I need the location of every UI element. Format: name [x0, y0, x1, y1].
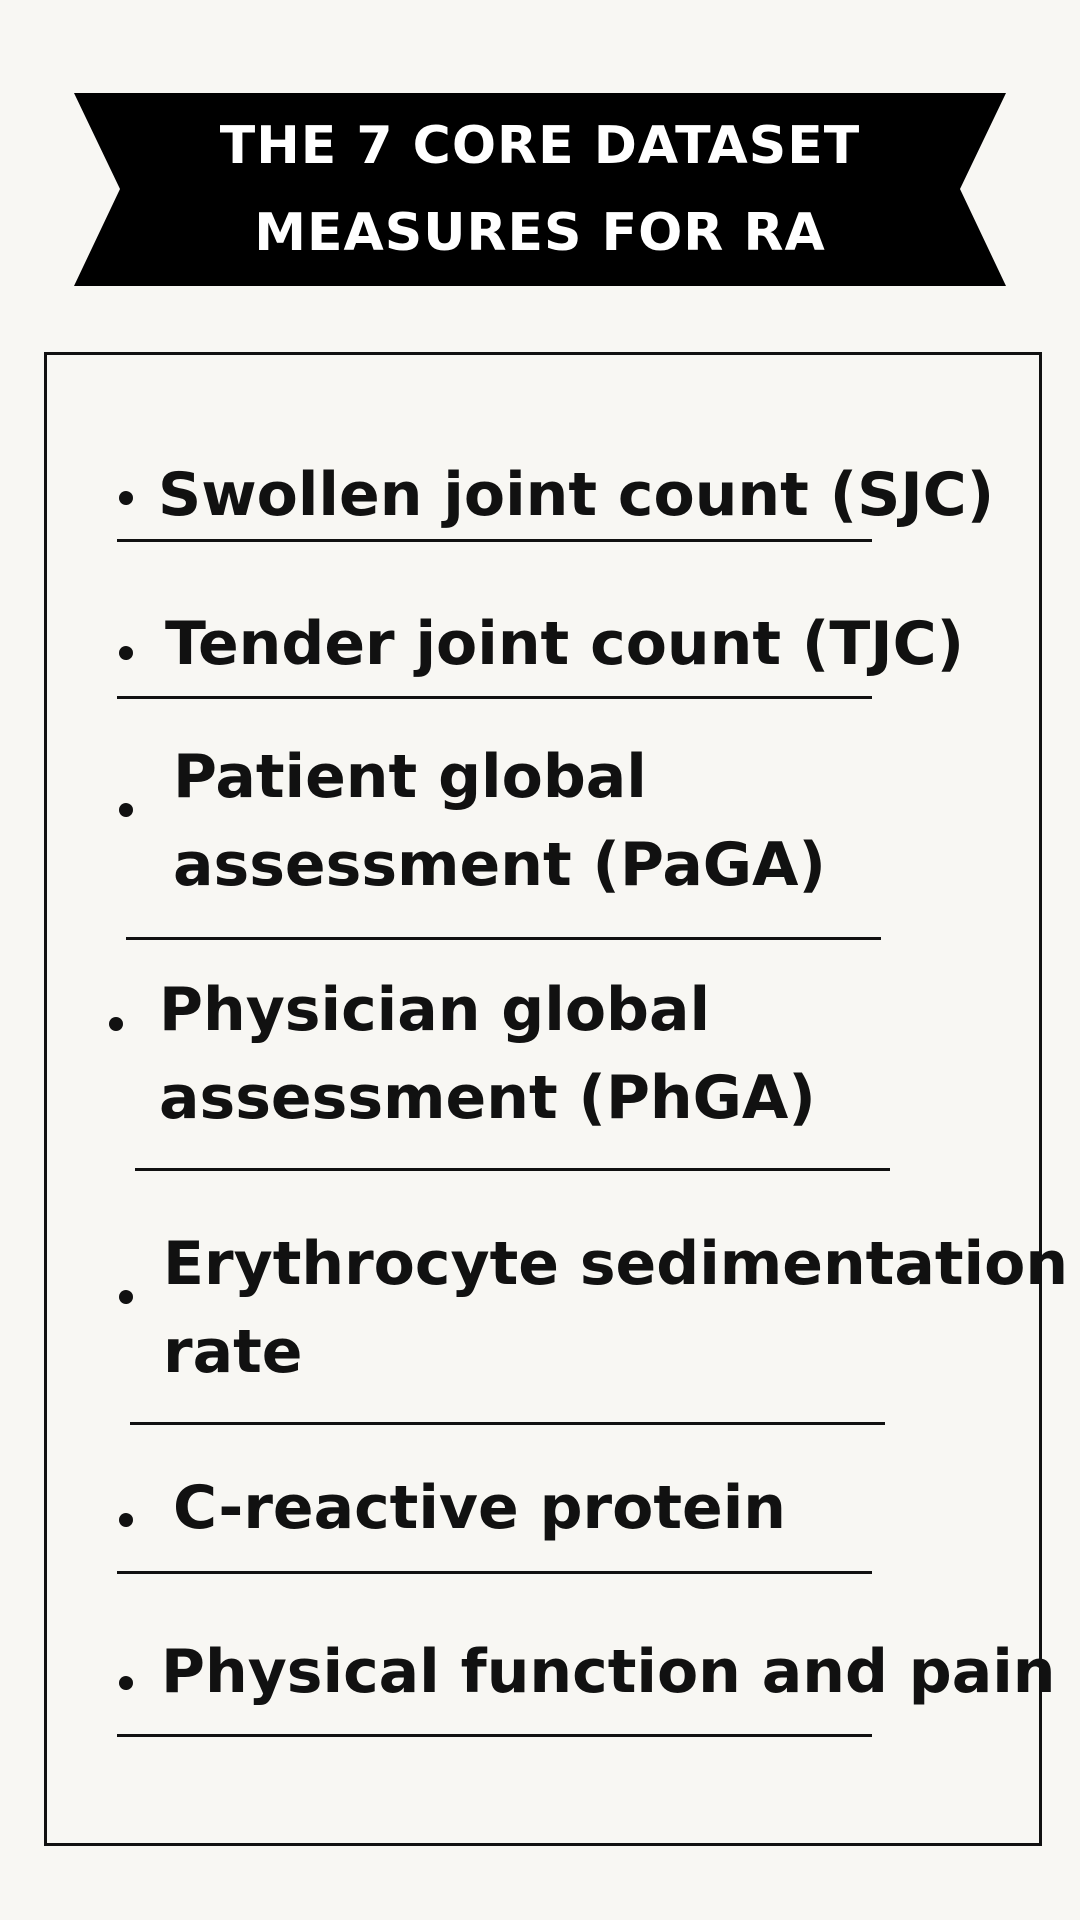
item-divider	[135, 1168, 890, 1171]
title-banner	[74, 93, 1006, 286]
item-divider	[130, 1422, 885, 1425]
bullet-icon	[119, 803, 133, 817]
list-item-tender-joint-count: Tender joint count (TJC)	[165, 609, 965, 679]
page-title: THE 7 CORE DATASET MEASURES FOR RA	[219, 115, 861, 263]
item-divider	[126, 937, 881, 940]
item-divider	[117, 696, 872, 699]
bullet-icon	[119, 1676, 133, 1690]
list-item-c-reactive-protein: C-reactive protein	[173, 1473, 787, 1543]
list-item-patient-global-assessment: Patient global assessment (PaGA)	[173, 742, 826, 900]
bullet-icon	[119, 491, 133, 505]
list-item-swollen-joint-count: Swollen joint count (SJC)	[158, 460, 995, 530]
item-divider	[117, 539, 872, 542]
item-divider	[117, 1571, 872, 1574]
list-item-erythrocyte-sedimentation-rate: Erythrocyte sedimentation rate	[163, 1229, 1069, 1387]
bullet-icon	[109, 1017, 123, 1031]
bullet-icon	[119, 1290, 133, 1304]
list-item-physical-function-and-pain: Physical function and pain	[161, 1637, 1056, 1707]
bullet-icon	[119, 1513, 133, 1527]
item-divider	[117, 1734, 872, 1737]
list-item-physician-global-assessment: Physician global assessment (PhGA)	[159, 975, 816, 1133]
bullet-icon	[119, 646, 133, 660]
